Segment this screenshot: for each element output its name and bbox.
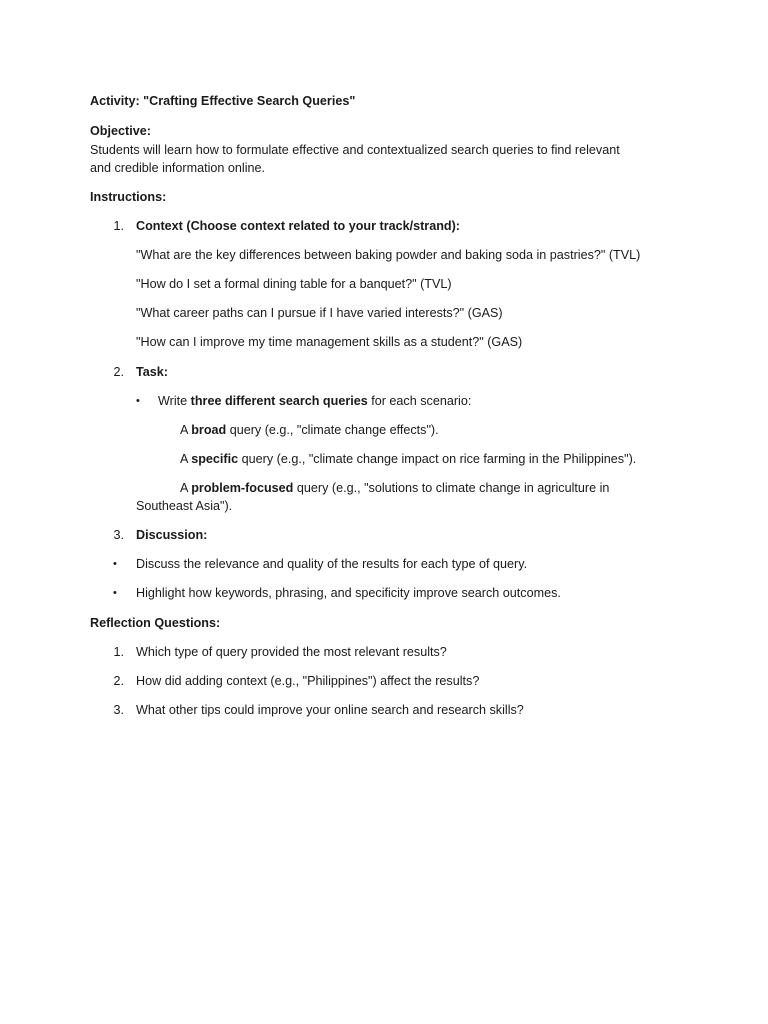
reflection-number-3: 3. bbox=[113, 703, 124, 717]
context-example-1: "What are the key differences between baking powder and baking soda in pastries?" (TVL) bbox=[136, 248, 641, 262]
instruction-label-context: Context (Choose context related to your track/strand): bbox=[136, 219, 460, 233]
bullet-icon: • bbox=[113, 558, 117, 570]
instruction-number-3: 3. bbox=[113, 528, 124, 542]
reflection-heading: Reflection Questions: bbox=[90, 616, 221, 630]
reflection-number-1: 1. bbox=[113, 645, 124, 659]
instruction-label-discussion: Discussion: bbox=[136, 528, 208, 542]
query-broad: A broad query (e.g., "climate change effects"). bbox=[180, 423, 439, 437]
task-bullet-emphasis: three different search queries bbox=[190, 394, 368, 408]
instructions-heading: Instructions: bbox=[90, 190, 167, 204]
discussion-bullet-1: Discuss the relevance and quality of the results for each type of query. bbox=[136, 557, 528, 571]
bullet-icon: • bbox=[136, 395, 140, 407]
reflection-question-1: Which type of query provided the most relevant results? bbox=[136, 645, 447, 659]
reflection-question-2: How did adding context (e.g., "Philippines") affect the results? bbox=[136, 674, 480, 688]
query-specific: A specific query (e.g., "climate change impact on rice farming in the Philippines"). bbox=[180, 452, 637, 466]
instruction-number-2: 2. bbox=[113, 365, 124, 379]
context-example-2: "How do I set a formal dining table for a banquet?" (TVL) bbox=[136, 277, 452, 291]
query-specific-emphasis: specific bbox=[191, 452, 239, 466]
context-example-4: "How can I improve my time management skills as a student?" (GAS) bbox=[136, 335, 523, 349]
objective-text-line-1: Students will learn how to formulate effective and contextualized search queries to find relevant bbox=[90, 143, 620, 157]
query-problem-focused: A problem-focused query (e.g., "solutions to climate change in agriculture in bbox=[180, 481, 610, 495]
query-broad-emphasis: broad bbox=[191, 423, 227, 437]
bullet-icon: • bbox=[113, 587, 117, 599]
reflection-question-3: What other tips could improve your online search and research skills? bbox=[136, 703, 524, 717]
query-problem-focused-emphasis: problem-focused bbox=[191, 481, 294, 495]
query-problem-focused-continuation: Southeast Asia"). bbox=[136, 499, 233, 513]
instruction-label-task: Task: bbox=[136, 365, 168, 379]
discussion-bullet-2: Highlight how keywords, phrasing, and specificity improve search outcomes. bbox=[136, 586, 561, 600]
activity-title: Activity: "Crafting Effective Search Queries" bbox=[90, 94, 356, 108]
context-example-3: "What career paths can I pursue if I have varied interests?" (GAS) bbox=[136, 306, 503, 320]
objective-heading: Objective: bbox=[90, 124, 151, 138]
instruction-number-1: 1. bbox=[113, 219, 124, 233]
reflection-number-2: 2. bbox=[113, 674, 124, 688]
objective-text-line-2: and credible information online. bbox=[90, 161, 266, 175]
task-bullet-text: Write three different search queries for each scenario: bbox=[158, 394, 472, 408]
